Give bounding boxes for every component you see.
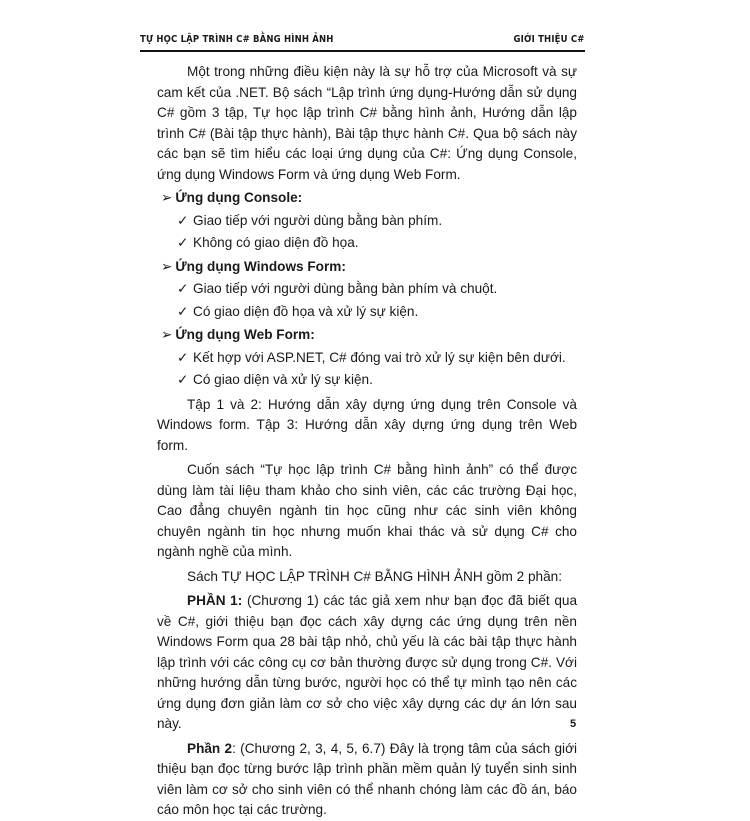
list-item — [177, 302, 577, 323]
book-use-paragraph: Cuốn sách “Tự học lập trình C# bằng hình ảnh” có thể được dùng làm tài liệu tham khảo cho sinh viên, các các trường Đại học, Cao đẳng chuyên ngành tin học cũng như các sinh viên không chuyên ngành tin học nhưng muốn khai thác và sử dụng C# cho ngành nghề của mình. — [157, 462, 577, 559]
list-item-text: Giao tiếp với người dùng bằng bàn phím và chuột. — [193, 281, 498, 296]
part2-label: Phần 2 — [187, 740, 233, 756]
checkmark-icon: ✓ — [177, 372, 189, 387]
list-item-text: Giao tiếp với người dùng bằng bàn phím. — [193, 212, 443, 228]
checkmark-icon: ✓ — [177, 212, 189, 228]
checkmark-icon: ✓ — [177, 235, 189, 250]
list-item — [177, 233, 577, 254]
section-title: Ứng dụng Windows Form: — [175, 258, 346, 274]
header-chapter-title: GIỚI THIỆU C# — [513, 34, 585, 45]
list-item-text: Không có giao diện đồ họa. — [193, 235, 359, 250]
list-item — [177, 279, 577, 300]
header-book-title: TỰ HỌC LẬP TRÌNH C# BẰNG HÌNH ẢNH — [140, 34, 334, 45]
part2-paragraph — [157, 739, 577, 821]
part2-text: : (Chương 2, 3, 4, 5, 6.7) Đây là trọng tâm của sách giới thiệu bạn đọc từng bước lập trình phần mềm quản lý tuyển sinh sinh viên làm cơ sở cho sinh viên có thể nhanh chóng làm các đồ án, báo cáo môn học tại các trường. — [157, 740, 577, 817]
checkmark-icon: ✓ — [177, 281, 189, 296]
section-title: Ứng dụng Web Form: — [175, 327, 315, 342]
part1-label: PHẦN 1: — [187, 593, 243, 608]
running-header — [140, 34, 585, 52]
section-heading-web-form — [161, 325, 577, 346]
volumes-paragraph: Tập 1 và 2: Hướng dẫn xây dựng ứng dụng trên Console và Windows form. Tập 3: Hướng dẫn xây dựng ứng dụng trên Web form. — [157, 396, 577, 453]
checkmark-icon: ✓ — [177, 349, 189, 365]
list-item-text: Có giao diện đồ họa và xử lý sự kiện. — [193, 303, 419, 319]
page-number: 5 — [570, 718, 577, 730]
part1-paragraph — [157, 591, 577, 735]
section-heading-console — [161, 188, 577, 209]
checkmark-icon: ✓ — [177, 303, 189, 319]
list-item — [177, 211, 577, 232]
intro-paragraph: Một trong những điều kiện này là sự hỗ trợ của Microsoft và sự cam kết của .NET. Bộ sách “Lập trình ứng dụng-Hướng dẫn sử dụng C# gồm 3 tập, Tự học lập trình C# bằng hình ảnh, Hướng dẫn lập trình C# (Bài tập thực hành), Bài tập thực hành C#. Qua bộ sách này các bạn sẽ tìm hiểu các loại ứng dụng của C#: Ứng dụng Console, ứng dụng Windows Form và ứng dụng Web Form. — [157, 64, 577, 182]
list-item — [177, 348, 577, 369]
arrow-bullet-icon: ➢ — [161, 258, 173, 274]
list-item-text: Có giao diện và xử lý sự kiện. — [193, 372, 373, 387]
arrow-bullet-icon: ➢ — [161, 190, 173, 205]
section-heading-windows-form — [161, 257, 577, 278]
arrow-bullet-icon: ➢ — [161, 327, 173, 342]
part1-text: (Chương 1) các tác giả xem như bạn đọc đã biết qua về C#, giới thiệu bạn đọc cách xây dựng các ứng dụng trên nền Windows Form qua 28 bài tập nhỏ, chủ yếu là các bài tập thực hành lập trình với các công cụ cơ bản thường được sử dụng trong C#. Với những hướng dẫn từng bước, người học có thể tự mình tạo nên các ứng dụng đơn giản làm cơ sở cho việc xây dựng các dự án lớn sau này. — [157, 593, 578, 731]
list-item-text: Kết hợp với ASP.NET, C# đóng vai trò xử lý sự kiện bên dưới. — [193, 349, 566, 365]
parts-intro-paragraph: Sách TỰ HỌC LẬP TRÌNH C# BẰNG HÌNH ẢNH gồm 2 phần: — [187, 568, 562, 584]
list-item — [177, 370, 577, 391]
section-title: Ứng dụng Console: — [175, 190, 303, 205]
page-body — [157, 62, 577, 821]
